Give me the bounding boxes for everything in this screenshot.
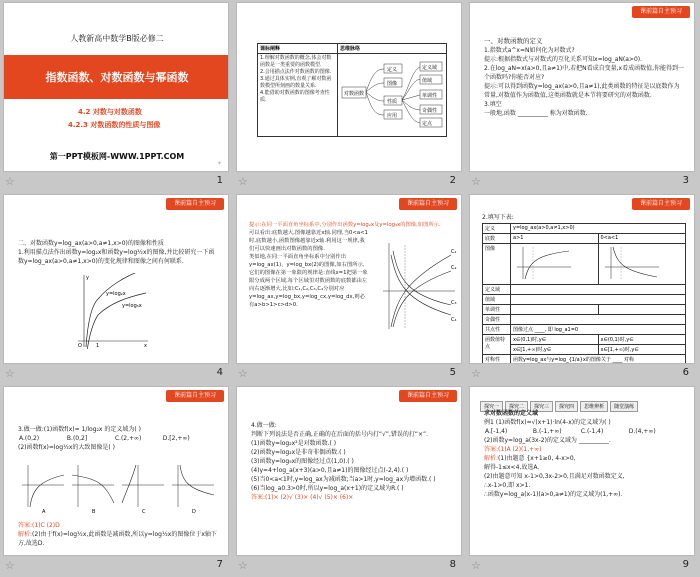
option-b[interactable]: B.(-1,+∞) [532,428,562,435]
option-a[interactable]: A.[-1,4) [485,428,508,435]
analysis-line: ∴函数y=log_a(x-1)(a>0,a≠1)的定义域为(1,+∞). [484,491,623,498]
slide-thumbnail-3[interactable] [466,0,699,192]
mind-leaf: 定点 [422,121,433,127]
slide-canvas [3,2,229,172]
analysis-line: (1)由题意 {x+1≥0, 4-x>0, [498,455,576,462]
y-axis-label: y [86,275,89,281]
slide-thumbnail-8[interactable] [233,384,466,576]
curve-label: C₃ [451,300,457,306]
answer-label: 答案: [18,522,33,529]
graph-cell [511,244,599,285]
row-label: 底数 [483,234,511,244]
intro: 判断下列说法是否正确,正确的在后面的括号内打“√”,错误的打“×”. [251,431,429,438]
curve-label: y=log₂x [106,291,126,297]
star-icon[interactable]: ☆ [5,559,15,572]
option-c[interactable]: C.(2,+∞) [114,435,142,442]
slide-canvas [469,386,695,556]
slide-footer [469,366,695,382]
slide-number: 9 [682,559,689,570]
options [18,434,218,443]
answer-text: (1)A (2)(1,+∞) [498,446,542,453]
analysis-line: ∴x-1>0,即 x>1. [484,482,531,489]
option-a[interactable]: A.(0,2) [19,435,40,442]
tab-explore-2[interactable]: 探究二 [505,401,528,412]
objective-item: 2.会用描点法作对数函数的图像. [260,69,332,75]
slide-thumbnail-6[interactable] [466,192,699,384]
option-d[interactable]: D.(4,+∞) [628,428,656,435]
objective-item: 4.能借助对数函数的图像考查性质. [260,90,330,103]
slide-thumbnail-1[interactable] [0,0,233,192]
slide-heading: 2.填写下表: [482,214,514,221]
paragraph [249,221,451,229]
slide-footer [3,366,229,382]
answer-text: (1)× (2)√ (3)× (4)√ (5)× (6)× [265,494,354,501]
slide-body [251,421,451,502]
slide-footer [236,174,462,190]
slide-heading: 求对数函数的定义域 [484,410,539,417]
slide-footer [3,174,229,190]
objective-item: 3.通过具体实例,直观了解对数函数模型所刻画的数量关系. [260,76,332,89]
section-tag: 课前篇自主预习 [399,390,457,402]
slide-number: 5 [449,367,456,378]
graph-cell [598,244,686,285]
tick-label: 1 [96,343,100,349]
multi-log-graph [377,241,457,331]
question: 2.在log_aN=x(a>0,且a≠1)中,若把N看成自变量,x看成函数值,你能得到一个函数吗?你能否对应? [484,65,685,81]
judge-item: (4)y=4+log_a(x+3)(a>0,且a≠1)的图像经过点(-2,4).( ) [251,467,409,474]
brand-text: 第一PPT模板网-WWW.1PPT.COM [49,152,185,161]
row-label: 图像 [483,244,511,285]
slide-number: 8 [449,559,456,570]
question: 3.填空 [484,101,502,108]
star-icon[interactable]: ☆ [471,559,481,572]
slide-footer [236,366,462,382]
analysis-label: 解析: [484,455,499,462]
slide-heading: 二、对数函数y=log_ax(a>0,a≠1,x>0)的图像和性质 [18,240,164,247]
judge-item: (5)当0<a<1时,y=log_ax为减函数;当a>1时,y=log_ax为增函数.( ) [251,476,436,483]
cell: 函数y=log_ax与y=log_{1/a}x的图像关于 ____ 对称 [511,355,686,365]
hint-text: 提示:可以得到函数y=log_ax(a>0,且a≠1),此类函数的特征是以底数作为常量,对数值作为函数值,这类函数就是本节将要研究的对数函数. [484,83,680,99]
cell: y=log_ax(a>0,a≠1,x>0) [511,224,686,234]
mind-node: 定义 [387,67,398,73]
slide-footer [3,558,229,574]
slide-thumbnail-9[interactable] [466,384,699,576]
question: 1.利用描点法作出函数y=log₂x和函数y=log½x的图像,并比较研究一下函数y=log_ax(a>0,a≠1,x>0)的变化规律和图像之间有何联系. [18,249,215,265]
x-axis-label: x [144,343,147,349]
tab-explore-4[interactable]: 探究四 [555,401,578,412]
textbook-label: 人教新高中数学B版必修二 [70,34,164,43]
slide-thumbnail-5[interactable] [233,192,466,384]
row-label: 值域 [483,295,511,305]
answer-label: 答案: [251,494,266,501]
mind-map-cell [338,54,447,137]
section-tag: 课前篇自主预习 [632,198,690,210]
curve-label: C₂ [451,265,457,271]
slide-number: 1 [216,175,223,186]
table-head-left: 课标阐释 [258,44,338,54]
mind-leaf: 单调性 [422,93,438,99]
question: (2)函数f(x)=log½x的大致图像是( ) [18,444,115,451]
slide-canvas [3,386,229,556]
slide-body [18,239,218,266]
slide-footer [236,558,462,574]
judge-item: (1)函数y=log₂x²是对数函数.( ) [251,440,337,447]
objectives-cell [258,54,338,137]
objective-item: 1.理解对数函数的概念,体会对数函数是一类重要的函数模型. [260,55,332,68]
tab-explore-1[interactable]: 探究一 [480,401,503,412]
row-label: 定义域 [483,285,511,295]
slide-thumbnail-7[interactable] [0,384,233,576]
options [484,427,684,436]
tab-practice[interactable]: 随堂演练 [610,401,638,412]
answer-text: (1)C (2)D [32,522,60,529]
slide-canvas [236,2,462,172]
row-label: 单调性 [483,305,511,315]
paragraph: 可以看出:底数越大,图像越靠近x轴.同理,当0<a<1时,底数越小,函数图像越靠近x轴.利用这一规律,我们可以快速画出对数函数的图像. [249,230,368,252]
curve-label: C₄ [451,317,457,323]
slide-body [484,37,684,118]
row-label: 共点性 [483,325,511,335]
slide-thumbnail-4[interactable] [0,192,233,384]
star-icon[interactable]: ☆ [5,367,15,380]
hint-text: 提示:根据指数式与对数式的互化关系可知x=log_aN(a>0). [484,56,643,63]
cell: a>1 [511,234,599,244]
slide-number: 6 [682,367,689,378]
curve-label: y=log₅x [122,303,142,309]
slide-canvas [469,2,695,172]
corner-mark: ✦ [216,160,222,167]
objectives-table [257,43,447,137]
section-tag: 课前篇自主预习 [399,198,457,210]
mind-map [340,55,444,133]
property-table [482,223,686,364]
slide-title: 指数函数、对数函数与幂函数 [45,71,189,84]
mind-leaf: 奇偶性 [422,108,438,114]
slide-body [484,409,684,499]
fill-blank: 一般地,函数 __________ 称为对数函数. [484,110,588,117]
slide-number: 7 [216,559,223,570]
cell: 0<a<1 [598,234,686,244]
answer-block [18,521,218,548]
graph-label: A [42,509,46,513]
star-icon[interactable]: ☆ [238,175,248,188]
slide-heading: 一、对数函数的定义 [484,37,543,45]
paragraph: 类似地,在同一平面直角坐标系中分别作出y=log_ax(1)、y=log_bx(2)的图像,如右图所示,它们的图像在第一象限的规律是:直线x=1把第一象限分成两个区域,每个区域里对数函数的底数都由左向右逐渐增大,比如:C₁,C₂,C₃,C₄分别对应y=log_ax,y=log_bx,y=log_cx,y=log_dx,则必有a>b>1>c>d>0. [249,254,368,308]
question: 4.做一做: [251,422,277,429]
slide-body [18,425,218,452]
row-label: 奇偶性 [483,315,511,325]
cell: x∈(0,1)时,y∈ [598,335,686,345]
judge-item: (3)函数y=log₅x的图像经过点(1,0).( ) [251,458,354,465]
graph-label: B [92,509,96,513]
table-head-right: 思维脉络 [338,44,447,54]
slide-number: 4 [216,367,223,378]
judge-item: (2)函数y=log₂x是非奇非偶函数.( ) [251,449,346,456]
question: (2)函数y=log_a(3x-2)的定义域为 __________. [484,437,611,444]
analysis-line: (2)由题意可知 x-1>0,3x-2>0,且满足对数函数定义, [484,473,625,480]
judge-item: (6)当log_a0.3>0时,所以y=log_a(x+1)的定义域为R.( ) [251,485,404,492]
option-c[interactable]: C.(-1,4) [580,428,604,435]
example: 例1 (1)函数f(x)=√(x+1)·ln(4-x)的定义域为( ) [484,419,611,426]
answer-label: 答案: [484,446,499,453]
cell: 图像过点 ____, 即 log_a1=0 [511,325,686,335]
question: 3.做一做:(1)函数f(x)= 1/log₂x 的定义域为( ) [18,426,141,433]
mind-node: 性质 [387,99,398,105]
option-d[interactable]: D.[2,+∞) [162,435,190,442]
section-tag: 课前篇自主预习 [632,6,690,18]
slide-thumbnail-2[interactable] [233,0,466,192]
slide-canvas [3,194,229,364]
log-graph [70,273,150,349]
mind-node: 应用 [387,113,398,119]
mind-branches [366,69,384,115]
hint-text: 提示:在同一平面直角坐标系中,分别作出函数y=log₂x及y=log₃x的图像,如图所示. [249,222,441,228]
mind-center: 对数函数 [344,91,365,97]
graph-label: C [142,509,146,513]
slide-canvas [469,194,695,364]
mind-leaf: 值域 [422,78,433,84]
mind-node: 图像 [387,81,398,87]
slide-canvas [236,386,462,556]
row-label: 函数值特点 [483,335,511,355]
star-icon[interactable]: ☆ [471,367,481,380]
option-b[interactable]: B.(0,2] [66,435,88,442]
slide-number: 2 [449,175,456,186]
subsection-title: 4.2.3 对数函数的性质与图像 [68,121,161,129]
analysis-label: 解析: [18,531,33,538]
option-graphs [18,463,218,513]
row-label: 定义 [483,224,511,234]
section-tag: 课前篇自主预习 [166,390,224,402]
cell: x∈[1,+∞)时,y∈ [511,345,599,355]
slide-footer [469,558,695,574]
star-icon[interactable]: ☆ [238,559,248,572]
slide-number: 3 [682,175,689,186]
tab-thinking[interactable]: 思维辨析 [580,401,608,412]
row-label: 对称性 [483,355,511,365]
star-icon[interactable]: ☆ [5,175,15,188]
question: 1.指数式a^x=N如何化为对数式? [484,47,575,54]
mind-leaf: 定义域 [422,65,438,71]
curve-label: C₁ [451,249,457,255]
star-icon[interactable]: ☆ [238,367,248,380]
section-title: 4.2 对数与对数函数 [78,108,142,116]
cell: x∈(0,1)时,y∈ [511,335,599,345]
star-icon[interactable]: ☆ [471,175,481,188]
section-tag: 课前篇自主预习 [166,198,224,210]
analysis-text: (2)由于f(x)=log½x,此函数是减函数,所以y=log½x的图像位于x轴下方,故选D. [18,531,217,547]
slide-footer [469,174,695,190]
origin-label: O [78,343,82,349]
slide-canvas [236,194,462,364]
analysis-line: 解得-1≤x<4,故选A. [484,464,540,471]
cell: x∈[1,+∞)时,y∈ [598,345,686,355]
graph-label: D [192,509,196,513]
tab-explore-3[interactable]: 探究三 [530,401,553,412]
